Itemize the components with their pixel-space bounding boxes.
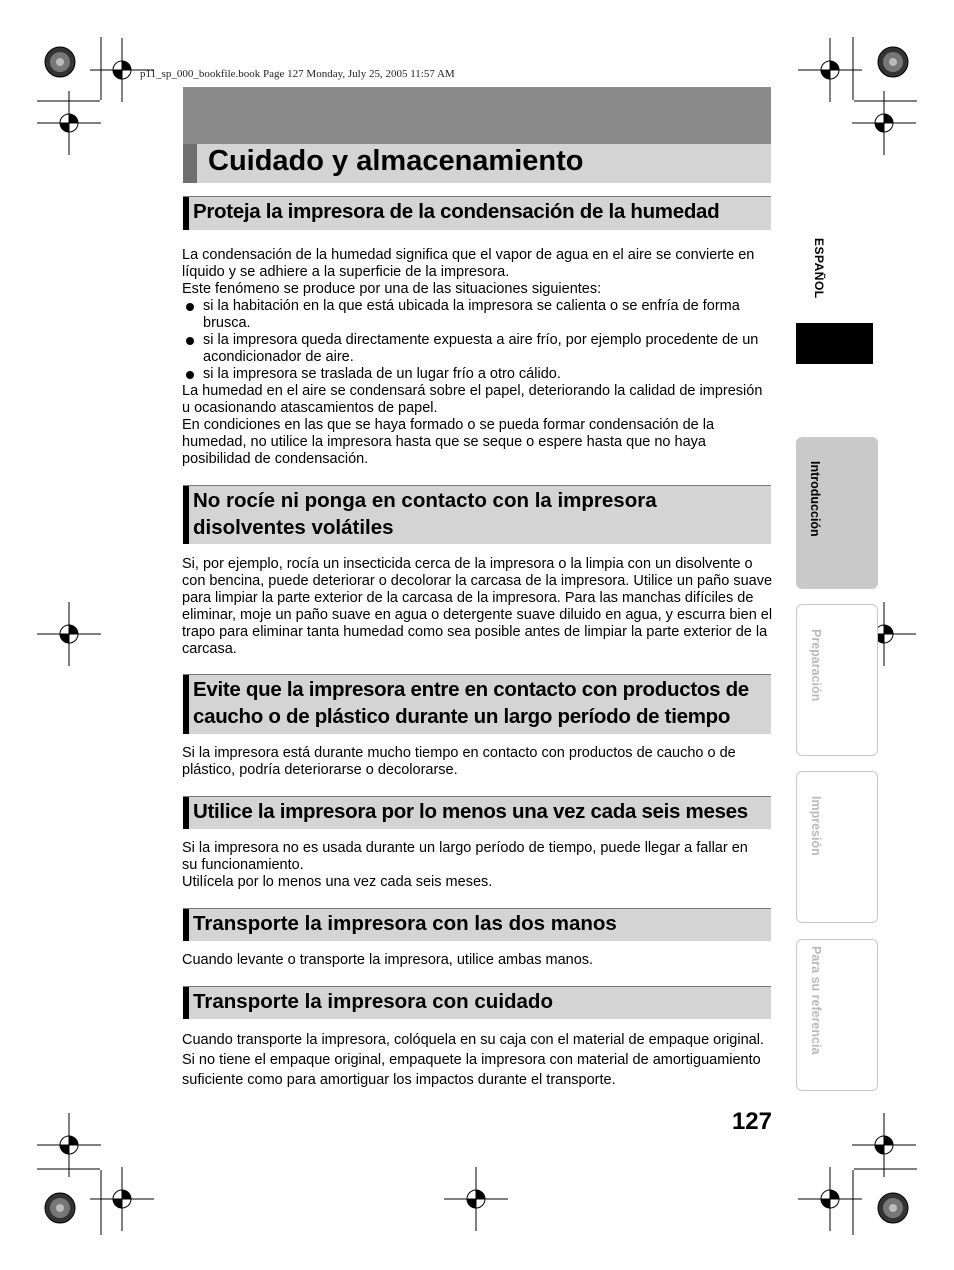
section-body-care <box>182 1030 774 1090</box>
section-heading-care <box>183 986 771 1019</box>
language-label: ESPAÑOL <box>812 238 826 299</box>
paragraph: Utilícela por lo menos una vez cada seis meses. <box>182 874 493 890</box>
tab-preparacion[interactable] <box>796 604 878 756</box>
section-body-rubber <box>182 745 774 779</box>
list-item: si la habitación en la que está ubicada la impresora se calienta o se enfría de forma brusca. <box>182 298 774 332</box>
tab-label: Introducción <box>808 461 822 537</box>
section-body-two-hands <box>182 952 774 969</box>
section-body-solvents <box>182 556 774 658</box>
tab-label: Preparación <box>809 629 823 702</box>
section-heading-text: Utilice la impresora por lo menos una vez cada seis meses <box>193 800 748 823</box>
section-heading-condensation <box>183 196 771 230</box>
section-heading-solvents <box>183 485 771 544</box>
paragraph: Si, por ejemplo, rocía un insecticida cerca de la impresora o la limpia con un disolvente o con bencina, puede deteriorar o decolorar la carcasa de la impresora. Utilice un paño suave para limpiar la parte exterior de la carcasa de la impresora. Para las manchas difíciles de eliminar, moje un paño suave en agua o detergente suave diluido en agua, y escurra bien el trapo para eliminar tanta humedad como sea posible antes de limpiar la parte exterior de la carcasa. <box>182 556 773 657</box>
tab-para-su-referencia[interactable] <box>796 939 878 1091</box>
file-info: p11_sp_000_bookfile.book Page 127 Monday, July 25, 2005 11:57 AM <box>140 68 455 80</box>
section-heading-two-hands <box>183 908 771 941</box>
section-heading-text: Evite que la impresora entre en contacto con productos de caucho o de plástico durante un largo período de tiempo <box>193 678 749 728</box>
page-title: Cuidado y almacenamiento <box>208 145 584 177</box>
paragraph: Cuando transporte la impresora, colóquela en su caja con el material de empaque original. Si no tiene el empaque original, empaquete la impresora con material de amortiguamiento suficiente como para amortiguar los impactos durante el transporte. <box>182 1032 764 1088</box>
paragraph: La condensación de la humedad significa que el vapor de agua en el aire se convierte en líquido y se adhiere a la superficie de la impresora. <box>182 247 755 280</box>
tab-label: Para su referencia <box>809 946 823 1055</box>
section-body-usage <box>182 840 774 891</box>
paragraph: En condiciones en las que se haya formado o se pueda formar condensación de la humedad, no utilice la impresora hasta que se seque o espere hasta que no haya posibilidad de condensación. <box>182 417 715 467</box>
section-heading-usage <box>183 796 771 829</box>
section-heading-text: Proteja la impresora de la condensación de la humedad <box>193 200 720 223</box>
paragraph: Cuando levante o transporte la impresora, utilice ambas manos. <box>182 952 594 968</box>
paragraph: Si la impresora no es usada durante un largo período de tiempo, puede llegar a fallar en su funcionamiento. <box>182 840 748 873</box>
section-heading-text: No rocíe ni ponga en contacto con la impresora disolventes volátiles <box>193 489 657 539</box>
list-item: si la impresora queda directamente expuesta a aire frío, por ejemplo procedente de un acondicionador de aire. <box>182 332 774 366</box>
section-heading-text: Transporte la impresora con las dos manos <box>193 912 617 935</box>
title-banner <box>183 87 771 144</box>
section-heading-rubber <box>183 674 771 734</box>
paragraph: La humedad en el aire se condensará sobre el papel, deteriorando la calidad de impresión u ocasionando atascamientos de papel. <box>182 383 763 416</box>
page-number: 127 <box>731 1108 772 1135</box>
paragraph: Este fenómeno se produce por una de las situaciones siguientes: <box>182 281 602 297</box>
list-item: si la impresora se traslada de un lugar frío a otro cálido. <box>182 366 774 383</box>
section-body-condensation <box>182 247 774 468</box>
tab-introduccion[interactable] <box>796 437 878 589</box>
tab-label: Impresión <box>809 796 823 856</box>
paragraph: Si la impresora está durante mucho tiempo en contacto con productos de caucho o de plástico, podría deteriorarse o decolorarse. <box>182 745 736 778</box>
tab-impresion[interactable] <box>796 771 878 923</box>
language-marker <box>796 323 873 364</box>
title-banner-accent <box>183 144 197 183</box>
bullet-list <box>182 298 774 383</box>
section-heading-text: Transporte la impresora con cuidado <box>193 990 553 1013</box>
